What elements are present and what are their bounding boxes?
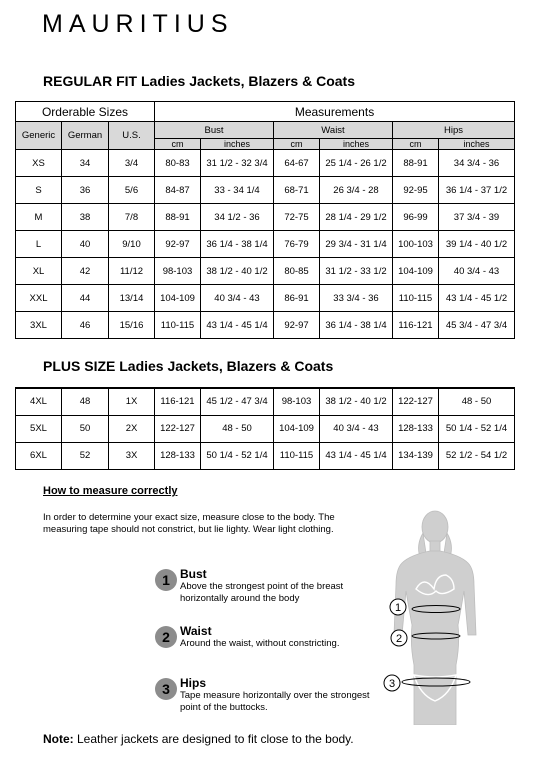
table-cell: 84-87 [155, 177, 201, 204]
table-row [16, 204, 515, 231]
table-cell: 38 1/2 - 40 1/2 [201, 258, 274, 285]
table-cell: 28 1/4 - 29 1/2 [320, 204, 393, 231]
table-row [16, 388, 515, 415]
table-row [16, 177, 515, 204]
howto-text: In order to determine your exact size, measure close to the body. The measuring tape should not constrict, but lie lighty. Wear light clothing. [43, 512, 335, 535]
table-cell: 40 3/4 - 43 [320, 415, 393, 442]
table-cell: 38 [62, 204, 109, 231]
table-row [16, 312, 515, 339]
table-cell: 39 1/4 - 40 1/2 [439, 231, 515, 258]
table-cell: 42 [62, 258, 109, 285]
table-cell: 88-91 [393, 150, 439, 177]
table-cell: 50 1/4 - 52 1/4 [439, 415, 515, 442]
table-cell: 1X [109, 388, 155, 415]
table-row [16, 415, 515, 442]
table-cell: 110-115 [155, 312, 201, 339]
table-cell: 104-109 [393, 258, 439, 285]
plus-size-title: PLUS SIZE Ladies Jackets, Blazers & Coats [43, 358, 334, 374]
table-cell: 29 3/4 - 31 1/4 [320, 231, 393, 258]
table-cell: 128-133 [155, 442, 201, 469]
table-cell: 2X [109, 415, 155, 442]
step-title: Bust [180, 567, 207, 581]
table-cell: 36 [62, 177, 109, 204]
step-description: Above the strongest point of the breast horizontally around the body [180, 581, 344, 604]
step-title: Hips [180, 676, 207, 690]
table-cell: 92-97 [155, 231, 201, 258]
table-cell: 80-83 [155, 150, 201, 177]
table-cell: 7/8 [109, 204, 155, 231]
table-cell: 6XL [16, 442, 62, 469]
table-cell: 92-95 [393, 177, 439, 204]
step-number-badge: 2 [155, 626, 177, 648]
table-row [16, 442, 515, 469]
table-cell: 4XL [16, 388, 62, 415]
table-cell: 100-103 [393, 231, 439, 258]
table-cell: 48 - 50 [201, 415, 274, 442]
generic-header: Generic [16, 122, 62, 150]
table-cell: 64-67 [274, 150, 320, 177]
table-cell: 26 3/4 - 28 [320, 177, 393, 204]
table-cell: 98-103 [274, 388, 320, 415]
table-cell: 13/14 [109, 285, 155, 312]
bust-inches-header: inches [201, 139, 274, 150]
table-cell: 128-133 [393, 415, 439, 442]
body-figure-illustration [380, 505, 490, 725]
table-cell: 34 3/4 - 36 [439, 150, 515, 177]
table-cell: 46 [62, 312, 109, 339]
table-cell: 52 [62, 442, 109, 469]
table-cell: 25 1/4 - 26 1/2 [320, 150, 393, 177]
table-cell: 48 - 50 [439, 388, 515, 415]
table-cell: 50 1/4 - 52 1/4 [201, 442, 274, 469]
table-cell: 45 1/2 - 47 3/4 [201, 388, 274, 415]
table-row [16, 150, 515, 177]
plus-table-body [16, 388, 515, 469]
table-cell: 38 1/2 - 40 1/2 [320, 388, 393, 415]
table-cell: 116-121 [155, 388, 201, 415]
table-cell: 3XL [16, 312, 62, 339]
waist-cm-header: cm [274, 139, 320, 150]
table-cell: 104-109 [274, 415, 320, 442]
hips-cm-header: cm [393, 139, 439, 150]
table-row [16, 285, 515, 312]
bust-cm-header: cm [155, 139, 201, 150]
plus-size-table [15, 387, 515, 470]
table-cell: 92-97 [274, 312, 320, 339]
marker-2-label: 2 [395, 633, 403, 645]
table-cell: 33 - 34 1/4 [201, 177, 274, 204]
table-cell: 48 [62, 388, 109, 415]
regular-size-table [15, 101, 515, 339]
table-cell: 43 1/4 - 45 1/4 [320, 442, 393, 469]
table-cell: 50 [62, 415, 109, 442]
leather-note [43, 732, 354, 746]
table-cell: 72-75 [274, 204, 320, 231]
table-cell: XS [16, 150, 62, 177]
table-cell: 104-109 [155, 285, 201, 312]
waist-header: Waist [274, 122, 393, 139]
marker-1-label: 1 [394, 602, 402, 614]
table-cell: 40 3/4 - 43 [439, 258, 515, 285]
regular-fit-title: REGULAR FIT Ladies Jackets, Blazers & Coats [43, 73, 355, 89]
hips-inches-header: inches [439, 139, 515, 150]
marker-3-label: 3 [388, 678, 396, 690]
table-row [16, 231, 515, 258]
hips-header: Hips [393, 122, 515, 139]
table-cell: 15/16 [109, 312, 155, 339]
table-cell: 76-79 [274, 231, 320, 258]
table-cell: XL [16, 258, 62, 285]
step-title: Waist [180, 624, 212, 638]
table-cell: XXL [16, 285, 62, 312]
table-cell: 43 1/4 - 45 1/2 [439, 285, 515, 312]
table-cell: 40 3/4 - 43 [201, 285, 274, 312]
brand-logo: MAURITIUS [42, 10, 234, 38]
table-cell: 5/6 [109, 177, 155, 204]
table-cell: 40 [62, 231, 109, 258]
table-cell: 31 1/2 - 32 3/4 [201, 150, 274, 177]
table-row [16, 258, 515, 285]
table-cell: 36 1/4 - 38 1/4 [201, 231, 274, 258]
orderable-sizes-header: Orderable Sizes [16, 102, 155, 122]
regular-table-body [16, 150, 515, 339]
table-cell: 33 3/4 - 36 [320, 285, 393, 312]
table-cell: M [16, 204, 62, 231]
table-cell: 110-115 [274, 442, 320, 469]
waist-inches-header: inches [320, 139, 393, 150]
step-description: Around the waist, without constricting. [180, 638, 340, 649]
table-cell: 88-91 [155, 204, 201, 231]
table-cell: 52 1/2 - 54 1/2 [439, 442, 515, 469]
step-description: Tape measure horizontally over the strongest point of the buttocks. [180, 690, 370, 713]
table-cell: 110-115 [393, 285, 439, 312]
table-cell: 116-121 [393, 312, 439, 339]
table-cell: 122-127 [155, 415, 201, 442]
measure-markers [384, 599, 407, 691]
table-cell: 43 1/4 - 45 1/4 [201, 312, 274, 339]
table-cell: 44 [62, 285, 109, 312]
table-cell: 36 1/4 - 38 1/4 [320, 312, 393, 339]
step-number-badge: 1 [155, 569, 177, 591]
table-cell: L [16, 231, 62, 258]
table-cell: 5XL [16, 415, 62, 442]
table-cell: 11/12 [109, 258, 155, 285]
table-cell: 34 [62, 150, 109, 177]
table-cell: 122-127 [393, 388, 439, 415]
german-header: German [62, 122, 109, 150]
table-cell: 68-71 [274, 177, 320, 204]
step-number-badge: 3 [155, 678, 177, 700]
table-cell: 45 3/4 - 47 3/4 [439, 312, 515, 339]
table-cell: 31 1/2 - 33 1/2 [320, 258, 393, 285]
table-cell: 3/4 [109, 150, 155, 177]
table-cell: 9/10 [109, 231, 155, 258]
table-cell: 37 3/4 - 39 [439, 204, 515, 231]
table-cell: 98-103 [155, 258, 201, 285]
table-cell: 134-139 [393, 442, 439, 469]
note-text: Leather jackets are designed to fit close to the body. [73, 732, 354, 746]
howto-title: How to measure correctly [43, 485, 178, 497]
note-label: Note: [43, 732, 74, 746]
table-cell: 96-99 [393, 204, 439, 231]
us-header: U.S. [109, 122, 155, 150]
table-cell: 36 1/4 - 37 1/2 [439, 177, 515, 204]
table-cell: 34 1/2 - 36 [201, 204, 274, 231]
body-silhouette [394, 511, 476, 725]
table-cell: 3X [109, 442, 155, 469]
measurements-header: Measurements [155, 102, 515, 122]
table-cell: S [16, 177, 62, 204]
table-cell: 80-85 [274, 258, 320, 285]
bust-header: Bust [155, 122, 274, 139]
table-cell: 86-91 [274, 285, 320, 312]
